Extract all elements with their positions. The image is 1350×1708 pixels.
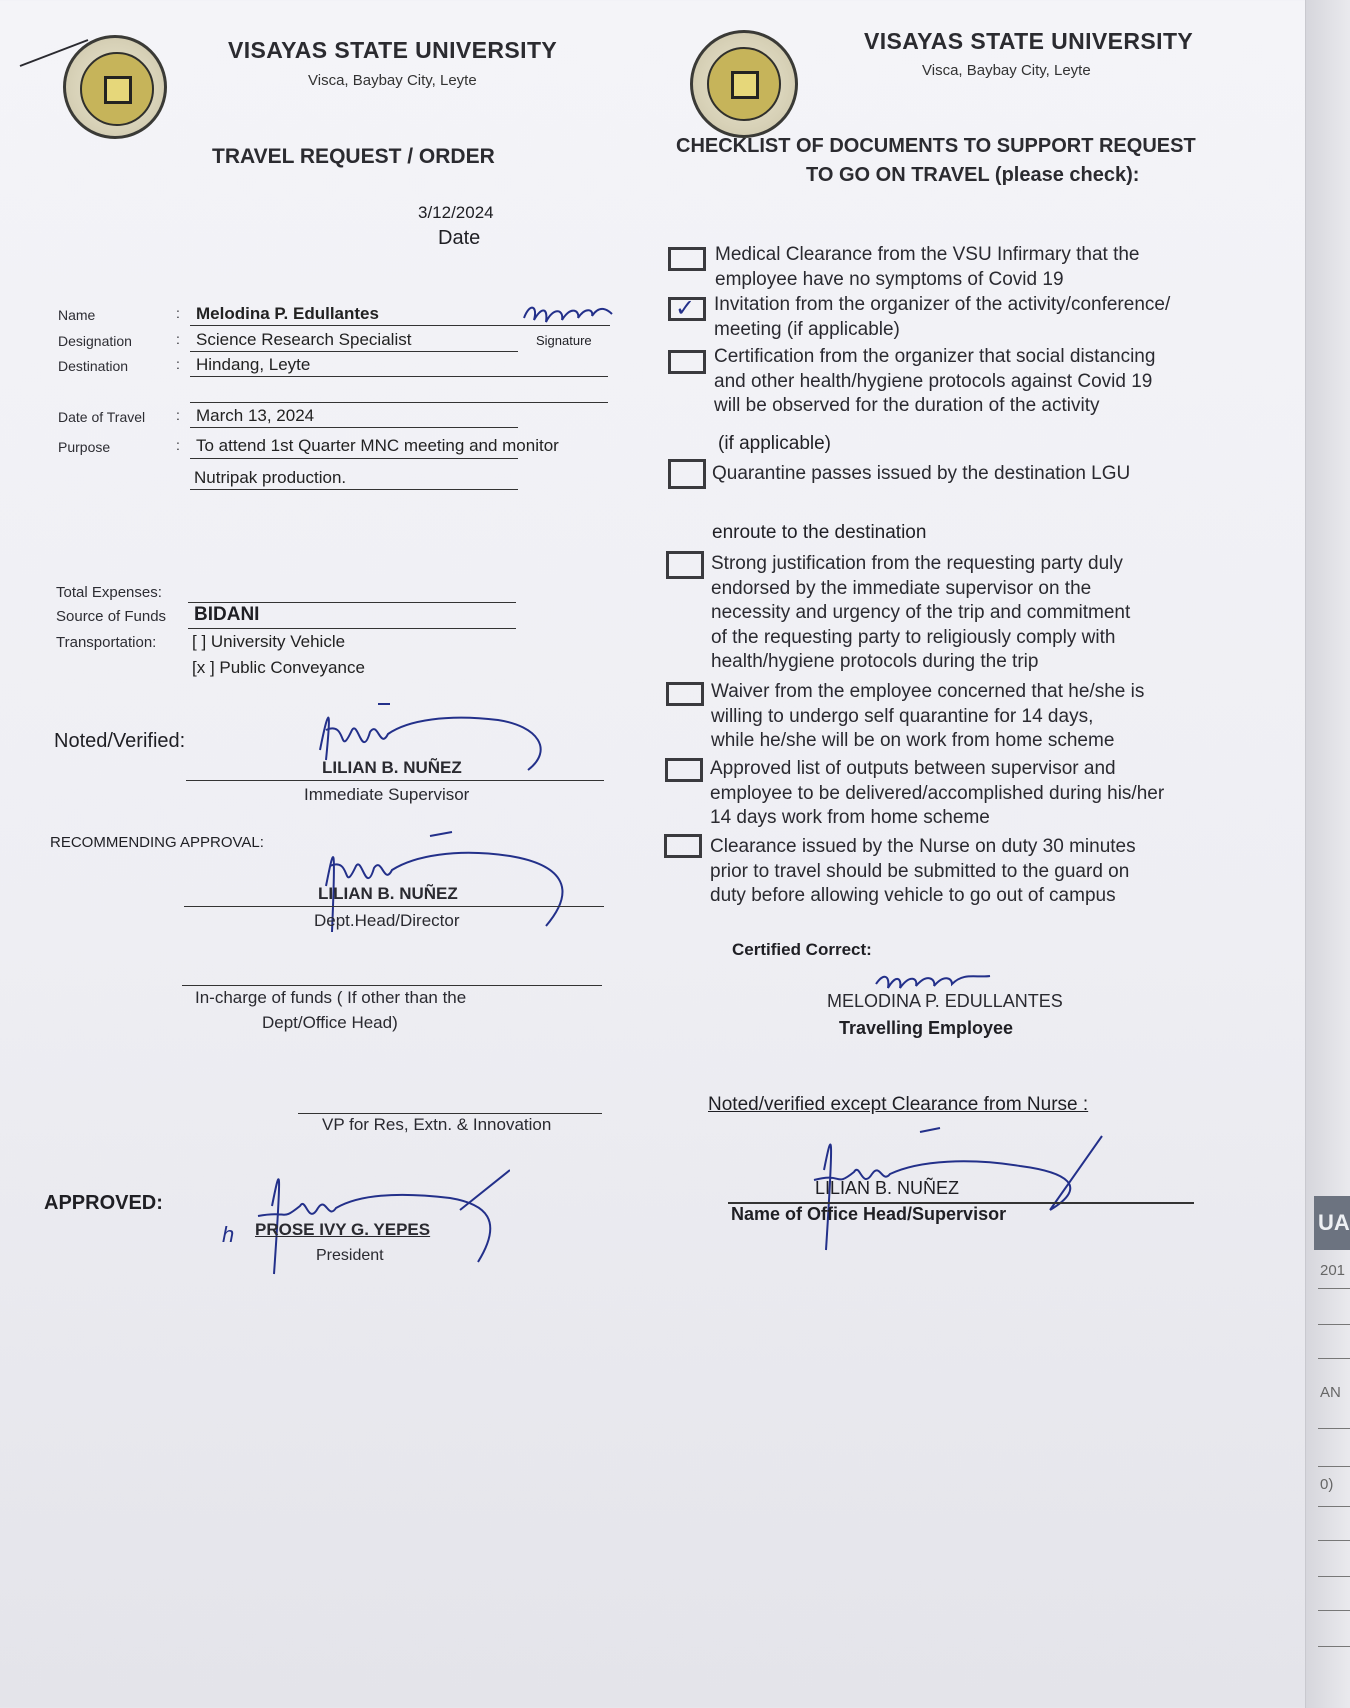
checklist-item-nurse-clearance: Clearance issued by the Nurse on duty 30 minutes prior to travel should be submitted to the guard on duty before allowing vehicle to go out of campus bbox=[710, 836, 1136, 906]
colon: : bbox=[176, 305, 180, 321]
president-role: President bbox=[316, 1247, 384, 1264]
date-of-travel-label: Date of Travel bbox=[58, 409, 146, 425]
source-of-funds-label: Source of Funds bbox=[56, 608, 167, 625]
designation-value: Science Research Specialist bbox=[196, 330, 412, 349]
checklist-title-line-1: CHECKLIST OF DOCUMENTS TO SUPPORT REQUEST bbox=[676, 135, 1196, 157]
adjacent-page-tab: UA bbox=[1314, 1196, 1350, 1250]
checklist-item-certification: Certification from the organizer that social distancing and other health/hygiene protocols against Covid 19 will be observed for the duration of the activity bbox=[714, 346, 1156, 416]
purpose-underline-1 bbox=[190, 458, 518, 459]
destination-value: Hindang, Leyte bbox=[196, 355, 311, 374]
checkbox-invitation[interactable] bbox=[668, 294, 706, 322]
adjacent-fragment-2: AN bbox=[1320, 1384, 1341, 1401]
designation-underline bbox=[190, 351, 518, 352]
recommending-role: Dept.Head/Director bbox=[314, 911, 460, 930]
checklist-item-strong-justification: Strong justification from the requesting party duly endorsed by the immediate supervisor on the necessity and urgency of the trip and commitment of the requesting party to religiously comply with health/hygiene protocols during the trip bbox=[711, 553, 1131, 672]
colon: : bbox=[176, 407, 180, 423]
adjacent-rule bbox=[1318, 1610, 1350, 1611]
destination-underline-2 bbox=[190, 402, 608, 403]
purpose-underline-2 bbox=[190, 489, 518, 490]
transport-option-public-conveyance: [x ] Public Conveyance bbox=[192, 658, 365, 677]
colon: : bbox=[176, 331, 180, 347]
checkbox-strong-justification[interactable] bbox=[666, 551, 704, 579]
source-of-funds-underline bbox=[188, 628, 516, 629]
purpose-line-1: To attend 1st Quarter MNC meeting and monitor bbox=[196, 436, 559, 455]
university-address-left: Visca, Baybay City, Leyte bbox=[308, 72, 477, 89]
checklist-item-approved-outputs: Approved list of outputs between supervisor and employee to be delivered/accomplished during his/her 14 days work from home scheme bbox=[710, 758, 1165, 828]
total-expenses-label: Total Expenses: bbox=[56, 584, 162, 601]
university-seal-left bbox=[63, 35, 167, 139]
destination-label: Destination bbox=[58, 358, 129, 374]
office-head-role: Name of Office Head/Supervisor bbox=[731, 1204, 1007, 1224]
vp-signature-line bbox=[298, 1113, 602, 1114]
noted-verified-label: Noted/Verified: bbox=[54, 730, 186, 752]
checkbox-waiver[interactable] bbox=[666, 682, 704, 706]
checklist-item-quarantine-passes: Quarantine passes issued by the destination LGU bbox=[712, 463, 1131, 484]
adjacent-rule bbox=[1318, 1288, 1350, 1289]
seal-core bbox=[104, 76, 132, 104]
transportation-label: Transportation: bbox=[56, 634, 157, 651]
colon: : bbox=[176, 437, 180, 453]
date-label: Date bbox=[438, 227, 481, 249]
employee-name: MELODINA P. EDULLANTES bbox=[827, 991, 1063, 1011]
incharge-signature-line bbox=[182, 985, 602, 986]
name-value: Melodina P. Edullantes bbox=[196, 304, 379, 323]
date-of-travel-underline bbox=[190, 427, 518, 428]
transport-option-university-vehicle: [ ] University Vehicle bbox=[192, 632, 346, 651]
university-name-right: VISAYAS STATE UNIVERSITY bbox=[864, 28, 1194, 54]
checklist-title-line-2: TO GO ON TRAVEL (please check): bbox=[806, 164, 1140, 186]
university-seal-right bbox=[690, 30, 798, 138]
checkbox-certification[interactable] bbox=[668, 350, 706, 374]
adjacent-rule bbox=[1318, 1646, 1350, 1647]
purpose-line-2: Nutripak production. bbox=[194, 468, 347, 487]
university-name-left: VISAYAS STATE UNIVERSITY bbox=[228, 37, 558, 63]
recommending-name: LILIAN B. NUÑEZ bbox=[318, 884, 458, 903]
recommending-approval-label: RECOMMENDING APPROVAL: bbox=[50, 834, 264, 851]
date-of-travel-value: March 13, 2024 bbox=[196, 406, 315, 425]
total-expenses-underline bbox=[188, 602, 516, 603]
employee-signature bbox=[520, 296, 616, 336]
signature-label: Signature bbox=[536, 333, 592, 348]
noted-signature-line bbox=[186, 780, 604, 781]
noted-role: Immediate Supervisor bbox=[304, 785, 470, 804]
adjacent-rule bbox=[1318, 1576, 1350, 1577]
office-head-name: LILIAN B. NUÑEZ bbox=[815, 1178, 960, 1198]
enroute-note: enroute to the destination bbox=[712, 522, 927, 543]
adjacent-rule bbox=[1318, 1358, 1350, 1359]
adjacent-rule bbox=[1318, 1324, 1350, 1325]
source-of-funds-value: BIDANI bbox=[194, 604, 260, 625]
checklist-item-waiver: Waiver from the employee concerned that he/she is willing to undergo self quarantine for 14 days, while he/she will be on work from home scheme bbox=[711, 681, 1145, 751]
checkbox-medical-clearance[interactable] bbox=[668, 247, 706, 271]
checkmark-icon: ✓ bbox=[675, 294, 696, 322]
noted-name: LILIAN B. NUÑEZ bbox=[322, 758, 462, 777]
checkbox-quarantine-passes[interactable] bbox=[668, 459, 706, 489]
if-applicable-note: (if applicable) bbox=[718, 433, 831, 454]
checkbox-nurse-clearance[interactable] bbox=[664, 834, 702, 858]
checklist-item-medical-clearance: Medical Clearance from the VSU Infirmary that the employee have no symptoms of Covid 19 bbox=[715, 244, 1140, 290]
destination-underline bbox=[190, 376, 608, 377]
designation-label: Designation bbox=[58, 333, 132, 349]
approved-initial: h bbox=[222, 1222, 235, 1247]
adjacent-rule bbox=[1318, 1506, 1350, 1507]
incharge-label-line-2: Dept/Office Head) bbox=[262, 1013, 398, 1032]
name-label: Name bbox=[58, 307, 96, 323]
adjacent-rule bbox=[1318, 1428, 1350, 1429]
form-title: TRAVEL REQUEST / ORDER bbox=[212, 145, 495, 168]
approved-label: APPROVED: bbox=[44, 1192, 163, 1214]
recommending-signature-line bbox=[184, 906, 604, 907]
colon: : bbox=[176, 356, 180, 372]
vp-role: VP for Res, Extn. & Innovation bbox=[322, 1115, 552, 1134]
checkbox-approved-outputs[interactable] bbox=[665, 758, 703, 782]
noted-except-nurse-label: Noted/verified except Clearance from Nurse : bbox=[708, 1094, 1089, 1115]
adjacent-fragment-1: 201 bbox=[1320, 1262, 1346, 1279]
date-value: 3/12/2024 bbox=[418, 203, 494, 222]
checklist-item-invitation: Invitation from the organizer of the activity/conference/ meeting (if applicable) bbox=[714, 294, 1171, 340]
adjacent-rule bbox=[1318, 1466, 1350, 1467]
certified-correct-label: Certified Correct: bbox=[732, 940, 872, 959]
incharge-label-line-1: In-charge of funds ( If other than the bbox=[195, 988, 467, 1007]
adjacent-fragment-3: 0) bbox=[1320, 1476, 1334, 1493]
employee-role: Travelling Employee bbox=[839, 1018, 1014, 1038]
purpose-label: Purpose bbox=[58, 439, 111, 455]
seal-core bbox=[731, 71, 759, 99]
university-address-right: Visca, Baybay City, Leyte bbox=[922, 62, 1091, 79]
president-name: PROSE IVY G. YEPES bbox=[255, 1220, 431, 1239]
adjacent-rule bbox=[1318, 1540, 1350, 1541]
adjacent-page-edge bbox=[1305, 0, 1350, 1708]
